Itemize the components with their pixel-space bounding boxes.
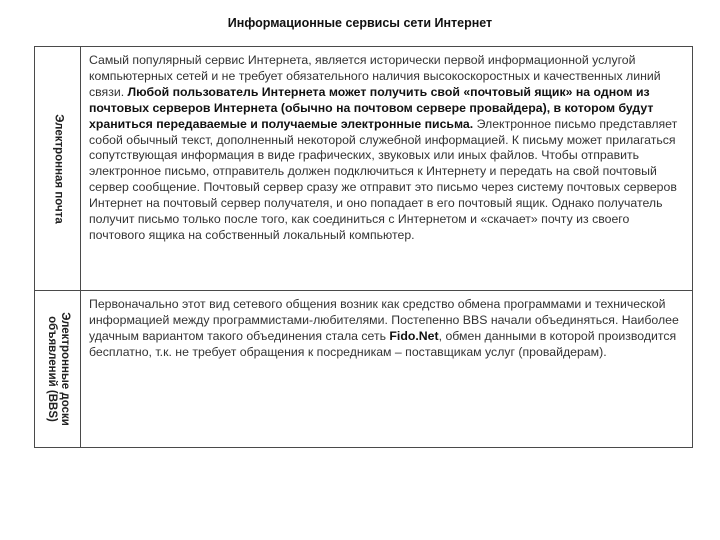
row-label-line: Электронная почта	[52, 113, 64, 224]
description-segment: Самый популярный сервис Интернета, является исторически первой информационной услугой компьютерных сетей и не требует обязательного наличия высокоскоростных и качественных линий связи.	[89, 53, 661, 99]
services-table	[34, 46, 693, 448]
row-label-line: объявлений (BBS)	[45, 316, 58, 422]
row-description-email	[89, 53, 687, 244]
description-segment-bold: Любой пользователь Интернета может получить свой «почтовый ящик» на одном из почтовых серверов Интернета (обычно на почтовом сервере провайдера), в котором будут храниться передаваемые и получаемые электронные письма.	[89, 84, 654, 131]
table-row-bbs	[35, 291, 692, 447]
row-label-cell	[35, 47, 81, 290]
description-segment-bold: Fido.Net	[389, 328, 439, 343]
row-label-cell	[35, 291, 81, 447]
page-title: Информационные сервисы сети Интернет	[227, 16, 493, 30]
table-row-email	[35, 47, 692, 291]
row-label-email	[51, 114, 64, 223]
description-segment: Электронное письмо представляет собой обычный текст, дополненный некоторой служебной информацией. К письму может прилагаться сопутствующая информация в виде графических, звуковых или иных файлов. Чтобы отправить электронное письмо, отправитель должен подключиться к Интернету и передать на свой почтовый сервер сообщение. Почтовый сервер сразу же отправит это письмо через систему почтовых серверов Интернет на почтовый сервер получателя, и оно попадает в его почтовый ящик. Однако получатель получит письмо только после того, как соединиться с Интернетом и «скачает» почту из своего почтового ящика на собственный локальный компьютер.	[89, 116, 678, 242]
description-segment: Первоначально этот вид сетевого общения возник как средство обмена программами и технической информацией между программистами-любителями. Постепенно BBS начали объединяться. Наиболее удачным вариантом такого объединения стала сеть	[89, 297, 679, 343]
row-description-bbs	[89, 297, 687, 361]
row-label-bbs	[45, 312, 71, 426]
row-label-line: Электронные доски	[58, 312, 71, 426]
description-segment: , обмен данными в которой производится бесплатно, т.к. не требует обращения к посредникам – поставщикам услуг (провайдерам).	[89, 328, 677, 359]
